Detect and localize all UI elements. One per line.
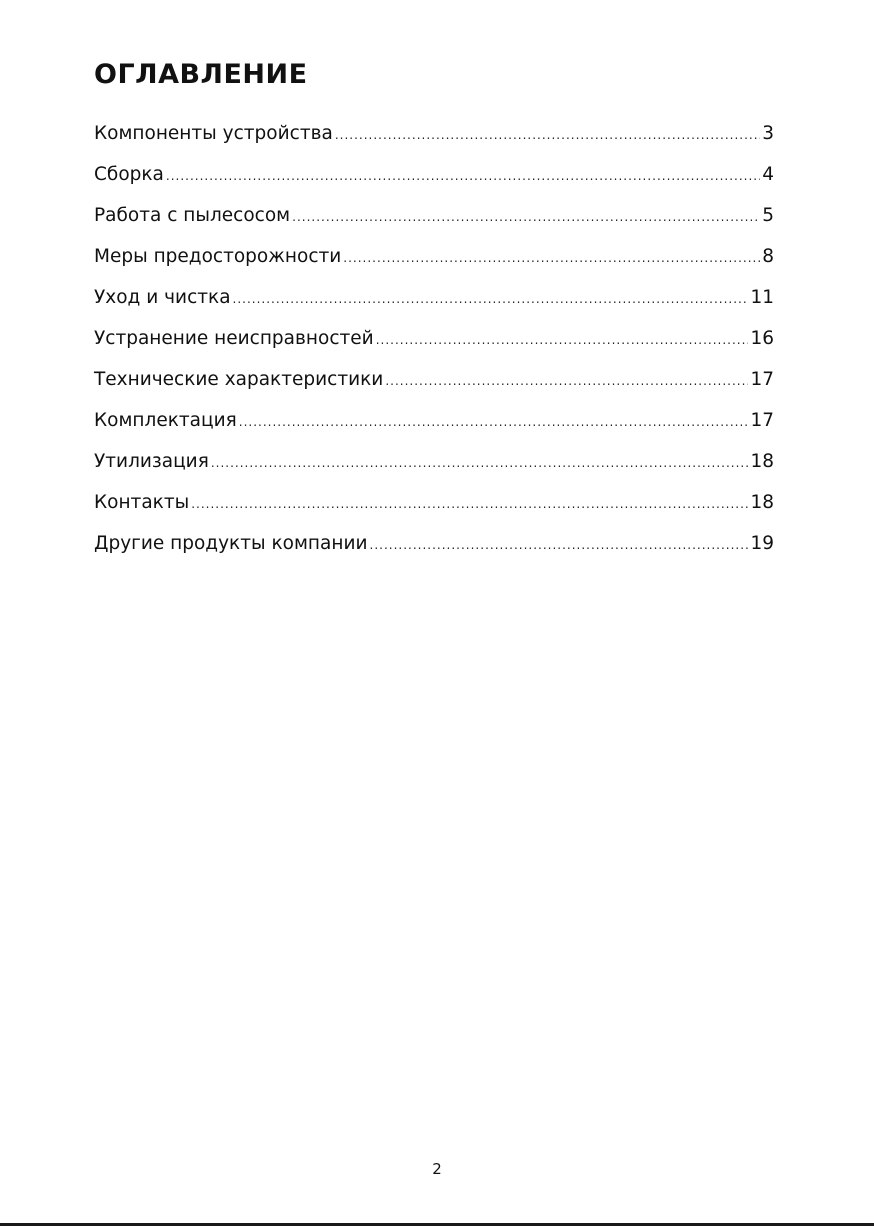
toc-dot-leader (166, 160, 760, 192)
toc-entry-label: Сборка (94, 164, 164, 185)
page-number: 2 (432, 1160, 442, 1178)
toc-entry-page: 8 (762, 246, 774, 267)
toc-entry-label: Уход и чистка (94, 287, 231, 308)
page-title: ОГЛАВЛЕНИЕ (94, 59, 308, 90)
toc-entry-page: 19 (750, 533, 774, 554)
toc-dot-leader (292, 201, 760, 233)
toc-entry-page: 16 (750, 328, 774, 349)
toc-dot-leader (233, 283, 749, 315)
toc-dot-leader (211, 447, 749, 479)
toc-entry-page: 18 (750, 492, 774, 513)
toc-entry-page: 18 (750, 451, 774, 472)
toc-dot-leader (370, 529, 749, 561)
toc-entry-page: 5 (762, 205, 774, 226)
toc-entry-page: 17 (750, 369, 774, 390)
toc-dot-leader (239, 406, 749, 438)
toc-dot-leader (191, 488, 748, 520)
toc-entry-page: 4 (762, 164, 774, 185)
toc-entry (94, 405, 774, 446)
toc-entry (94, 364, 774, 405)
toc-entry-page: 17 (750, 410, 774, 431)
toc-dot-leader (335, 119, 760, 151)
toc-entry-label: Меры предосторожности (94, 246, 342, 267)
toc-entry (94, 282, 774, 323)
toc-entry (94, 241, 774, 282)
toc-entry-label: Компоненты устройства (94, 123, 333, 144)
toc-entry (94, 118, 774, 159)
toc-entry (94, 159, 774, 200)
toc-dot-leader (376, 324, 749, 356)
table-of-contents (94, 118, 774, 569)
toc-entry-label: Комплектация (94, 410, 237, 431)
toc-entry (94, 487, 774, 528)
toc-entry-label: Устранение неисправностей (94, 328, 374, 349)
toc-entry-page: 3 (762, 123, 774, 144)
toc-entry (94, 528, 774, 569)
toc-entry-label: Контакты (94, 492, 190, 513)
toc-entry (94, 323, 774, 364)
toc-entry-label: Технические характеристики (94, 369, 384, 390)
toc-entry-label: Другие продукты компании (94, 533, 368, 554)
toc-entry (94, 200, 774, 241)
toc-entry-label: Работа с пылесосом (94, 205, 291, 226)
toc-entry-page: 11 (750, 287, 774, 308)
toc-dot-leader (343, 242, 760, 274)
toc-dot-leader (385, 365, 748, 397)
toc-entry (94, 446, 774, 487)
toc-entry-label: Утилизация (94, 451, 209, 472)
